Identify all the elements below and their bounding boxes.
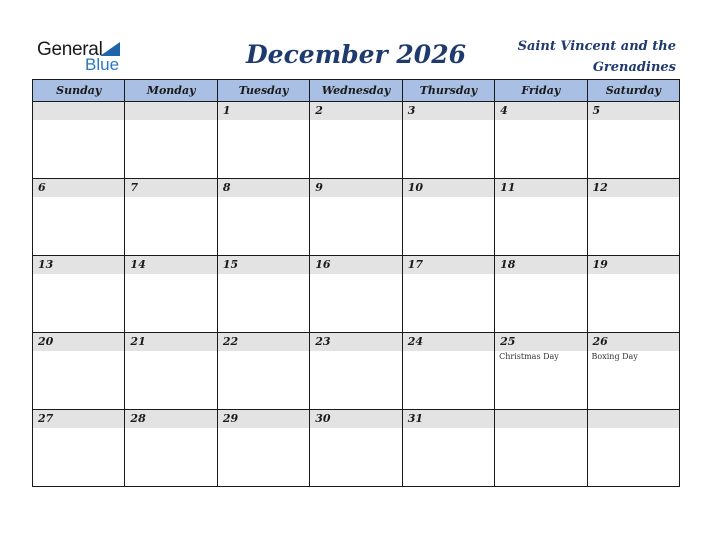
day-header-bar (218, 179, 309, 197)
day-header-bar (310, 256, 401, 274)
day-cell (402, 179, 494, 256)
day-cell (33, 256, 125, 333)
weekday-header: Thursday (402, 80, 494, 102)
day-cell (310, 410, 402, 487)
day-header-bar (125, 333, 216, 351)
day-header-bar (33, 410, 124, 428)
day-number: 25 (500, 335, 516, 348)
day-number: 6 (38, 181, 46, 194)
day-cell (402, 333, 494, 410)
logo-text-general: General (37, 39, 103, 60)
calendar-grid (32, 79, 680, 487)
day-number: 8 (222, 181, 231, 194)
day-cell (587, 256, 679, 333)
day-header-bar (310, 333, 401, 351)
day-header-bar (218, 256, 309, 274)
day-number: 12 (592, 181, 608, 194)
day-cell (33, 179, 125, 256)
day-header-bar (588, 333, 679, 351)
day-cell (125, 179, 217, 256)
week-row (33, 179, 680, 256)
day-number: 5 (592, 104, 601, 117)
weekday-header: Sunday (33, 80, 125, 102)
day-header-bar (310, 410, 401, 428)
day-number: 24 (407, 335, 423, 348)
day-header-bar (125, 102, 216, 120)
day-header-bar (495, 333, 586, 351)
day-number: 4 (500, 104, 508, 117)
day-cell (310, 102, 402, 179)
day-number: 11 (500, 181, 516, 194)
day-header-bar (33, 256, 124, 274)
day-cell (587, 102, 679, 179)
holiday-label: Christmas Day (499, 352, 559, 361)
day-cell (402, 256, 494, 333)
weekday-header: Friday (495, 80, 587, 102)
day-header-bar (218, 333, 309, 351)
day-number: 16 (315, 258, 331, 271)
day-number: 31 (407, 412, 423, 425)
day-header-bar (33, 179, 124, 197)
day-header-bar (588, 256, 679, 274)
day-cell (217, 410, 309, 487)
day-number: 13 (38, 258, 54, 271)
day-number: 10 (407, 181, 423, 194)
week-row (33, 410, 680, 487)
day-cell (217, 102, 309, 179)
week-row (33, 102, 680, 179)
weekday-header: Wednesday (310, 80, 402, 102)
week-row (33, 333, 680, 410)
day-header-bar (125, 410, 216, 428)
day-number: 9 (315, 181, 323, 194)
day-number: 20 (38, 335, 54, 348)
day-cell (495, 179, 587, 256)
weekday-header: Tuesday (217, 80, 309, 102)
day-number: 19 (592, 258, 608, 271)
day-cell (125, 410, 217, 487)
day-number: 1 (222, 104, 231, 117)
weekday-header: Saturday (587, 80, 679, 102)
day-header-bar (33, 333, 124, 351)
day-cell (33, 410, 125, 487)
day-cell (495, 333, 587, 410)
day-header-bar (218, 410, 309, 428)
day-cell (33, 102, 125, 179)
day-number: 30 (315, 412, 331, 425)
day-cell (217, 256, 309, 333)
calendar-title: December 2026 (245, 40, 466, 69)
day-number: 2 (315, 104, 323, 117)
day-number: 17 (407, 258, 423, 271)
day-number: 18 (500, 258, 516, 271)
day-cell (217, 333, 309, 410)
day-header-bar (310, 102, 401, 120)
day-header-bar (218, 102, 309, 120)
day-header-bar (588, 102, 679, 120)
day-cell (310, 333, 402, 410)
day-header-bar (403, 333, 494, 351)
day-header-bar (403, 410, 494, 428)
day-cell (587, 410, 679, 487)
day-number: 22 (222, 335, 239, 348)
day-header-bar (495, 179, 586, 197)
day-cell (495, 102, 587, 179)
day-number: 23 (315, 335, 331, 348)
day-header-bar (125, 179, 216, 197)
day-header-bar (403, 179, 494, 197)
day-header-bar (495, 410, 586, 428)
day-cell (125, 256, 217, 333)
day-header-bar (33, 102, 124, 120)
day-cell (217, 179, 309, 256)
day-cell (402, 410, 494, 487)
day-cell (495, 256, 587, 333)
day-cell (33, 333, 125, 410)
day-number: 15 (222, 258, 239, 271)
day-cell (587, 333, 679, 410)
day-header-bar (310, 179, 401, 197)
day-number: 28 (130, 412, 146, 425)
day-header-bar (125, 256, 216, 274)
day-number: 3 (407, 104, 416, 117)
day-header-bar (403, 102, 494, 120)
day-cell (125, 333, 217, 410)
day-header-bar (588, 410, 679, 428)
day-header-bar (495, 256, 586, 274)
logo-text-blue: Blue (85, 55, 120, 74)
weekday-header: Monday (125, 80, 217, 102)
generalblue-logo (37, 39, 127, 75)
weekday-header-row (33, 80, 680, 102)
day-number: 7 (130, 181, 139, 194)
day-cell (310, 256, 402, 333)
day-number: 14 (130, 258, 146, 271)
logo-triangle-icon (100, 42, 120, 56)
day-number: 21 (130, 335, 146, 348)
day-cell (310, 179, 402, 256)
day-cell (495, 410, 587, 487)
day-header-bar (403, 256, 494, 274)
week-row (33, 256, 680, 333)
day-number: 27 (38, 412, 54, 425)
day-header-bar (495, 102, 586, 120)
day-cell (587, 179, 679, 256)
day-cell (402, 102, 494, 179)
day-cell (125, 102, 217, 179)
country-name: Saint Vincent and the Grenadines (517, 39, 676, 75)
day-number: 29 (222, 412, 239, 425)
day-header-bar (588, 179, 679, 197)
day-number: 26 (592, 335, 608, 348)
holiday-label: Boxing Day (591, 352, 638, 361)
